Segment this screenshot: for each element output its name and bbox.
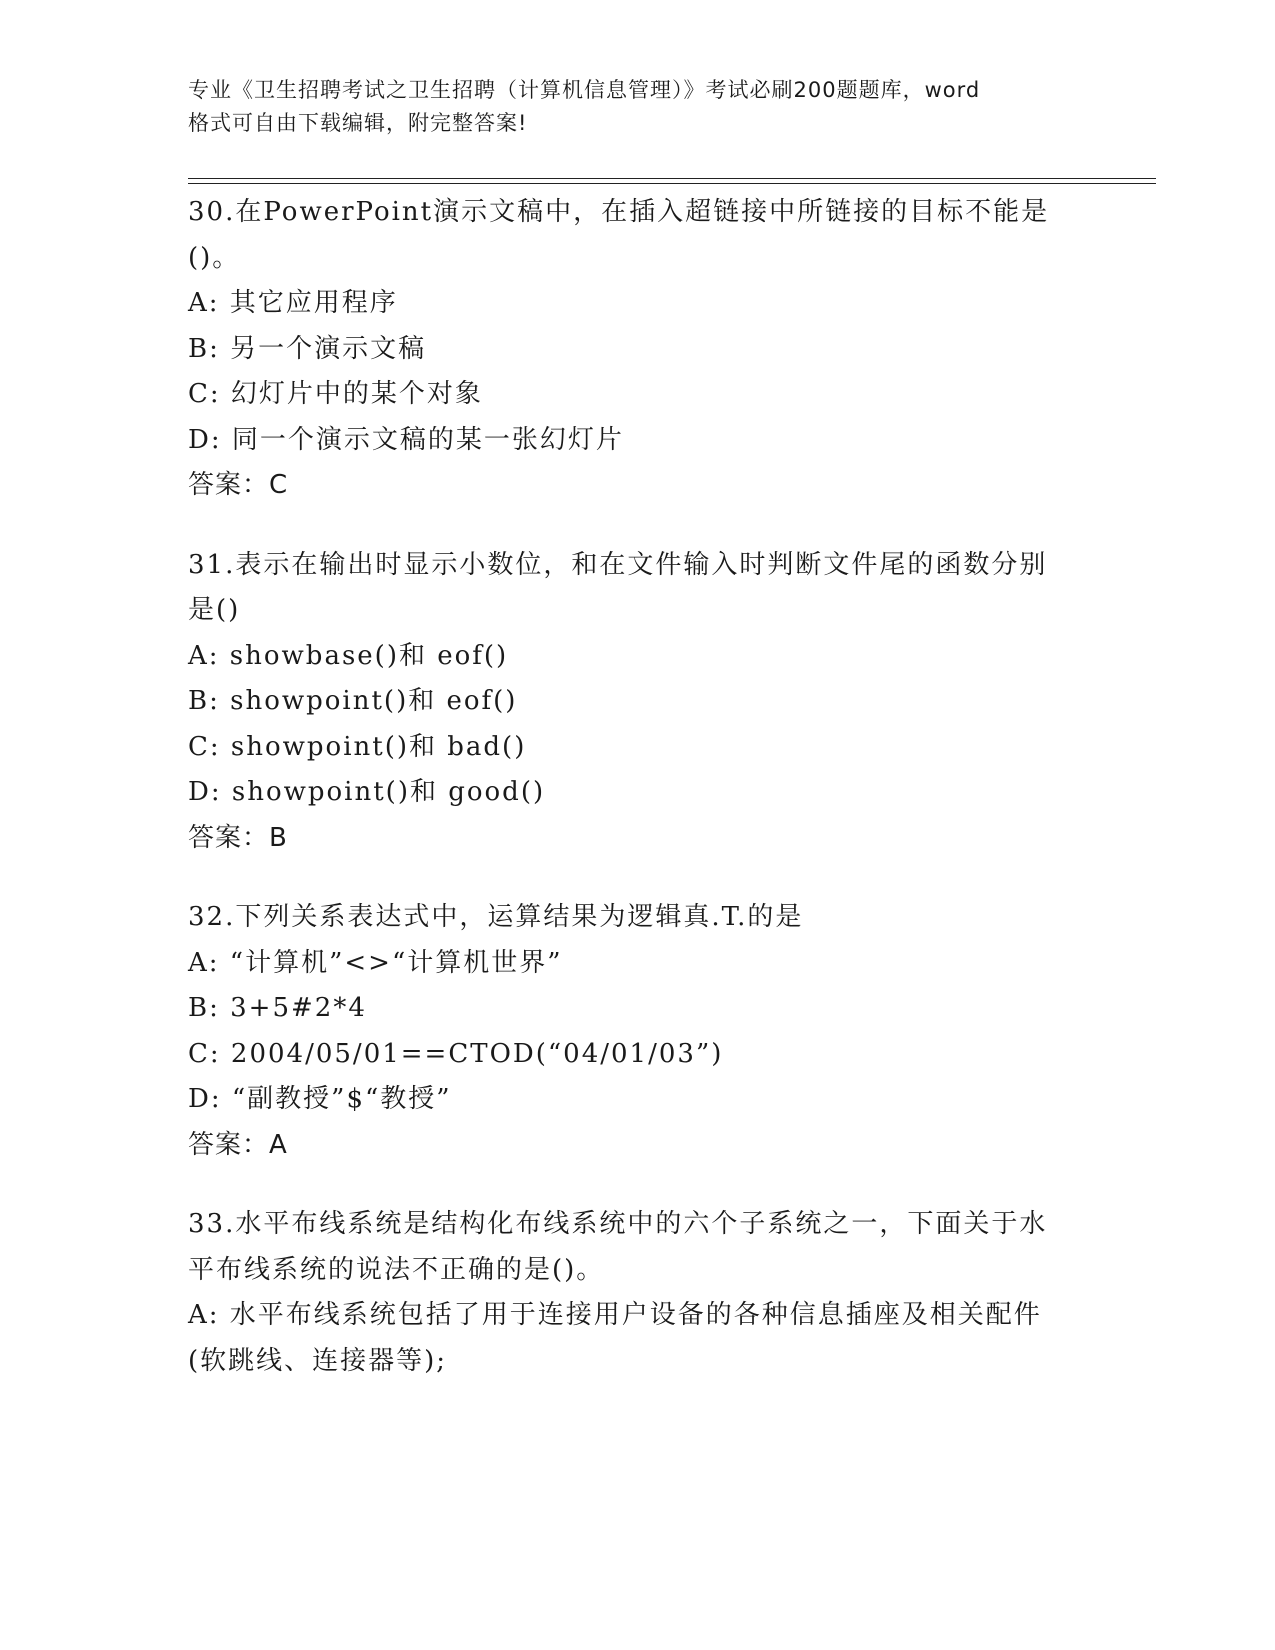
option-c: C: 幻灯片中的某个对象 xyxy=(188,379,483,409)
option-a: A: 其它应用程序 xyxy=(188,288,398,318)
header-rule-bottom xyxy=(188,183,1156,184)
option-b: B: 另一个演示文稿 xyxy=(188,333,427,364)
question-stem: 31.表示在输出时显示小数位，和在文件输入时判断文件尾的函数分别 xyxy=(188,549,1048,580)
option-d: D: 同一个演示文稿的某一张幻灯片 xyxy=(188,424,624,455)
document-header xyxy=(188,74,1088,140)
option-a: A: 水平布线系统包括了用于连接用户设备的各种信息插座及相关配件 xyxy=(188,1300,1042,1330)
question-30 xyxy=(188,190,1088,509)
option-c: C: 2004/05/01==CTOD(“04/01/03”) xyxy=(188,1038,724,1069)
option-d: D: showpoint()和 good() xyxy=(188,777,546,807)
option-b: B: 3+5#2*4 xyxy=(188,993,367,1023)
question-stem: 30.在PowerPoint演示文稿中，在插入超链接中所链接的目标不能是 xyxy=(188,197,1050,227)
option-d: D: “副教授”$“教授” xyxy=(188,1084,452,1114)
question-stem: ()。 xyxy=(188,242,241,273)
option-b: B: showpoint()和 eof() xyxy=(188,686,518,716)
question-33 xyxy=(188,1202,1088,1384)
question-stem: 32.下列关系表达式中，运算结果为逻辑真.T.的是 xyxy=(188,902,804,932)
question-stem: 平布线系统的说法不正确的是()。 xyxy=(188,1254,605,1285)
question-31 xyxy=(188,543,1088,862)
option-a: A: showbase()和 eof() xyxy=(188,640,509,671)
header-line-1: 专业《卫生招聘考试之卫生招聘（计算机信息管理）》考试必刷200题题库，word xyxy=(188,78,981,102)
option-a: A: “计算机”<>“计算机世界” xyxy=(188,947,563,978)
option-c: C: showpoint()和 bad() xyxy=(188,731,527,762)
question-32 xyxy=(188,895,1088,1168)
answer-text: 答案：C xyxy=(188,470,289,500)
question-list xyxy=(188,190,1088,1418)
answer-text: 答案：A xyxy=(188,1129,288,1160)
question-stem: 是() xyxy=(188,595,241,625)
option-a-continued: (软跳线、连接器等); xyxy=(188,1345,448,1376)
header-line-2: 格式可自由下载编辑，附完整答案! xyxy=(188,111,528,135)
answer-text: 答案：B xyxy=(188,822,288,853)
header-rule-top xyxy=(188,178,1156,179)
question-stem: 33.水平布线系统是结构化布线系统中的六个子系统之一，下面关于水 xyxy=(188,1209,1048,1239)
